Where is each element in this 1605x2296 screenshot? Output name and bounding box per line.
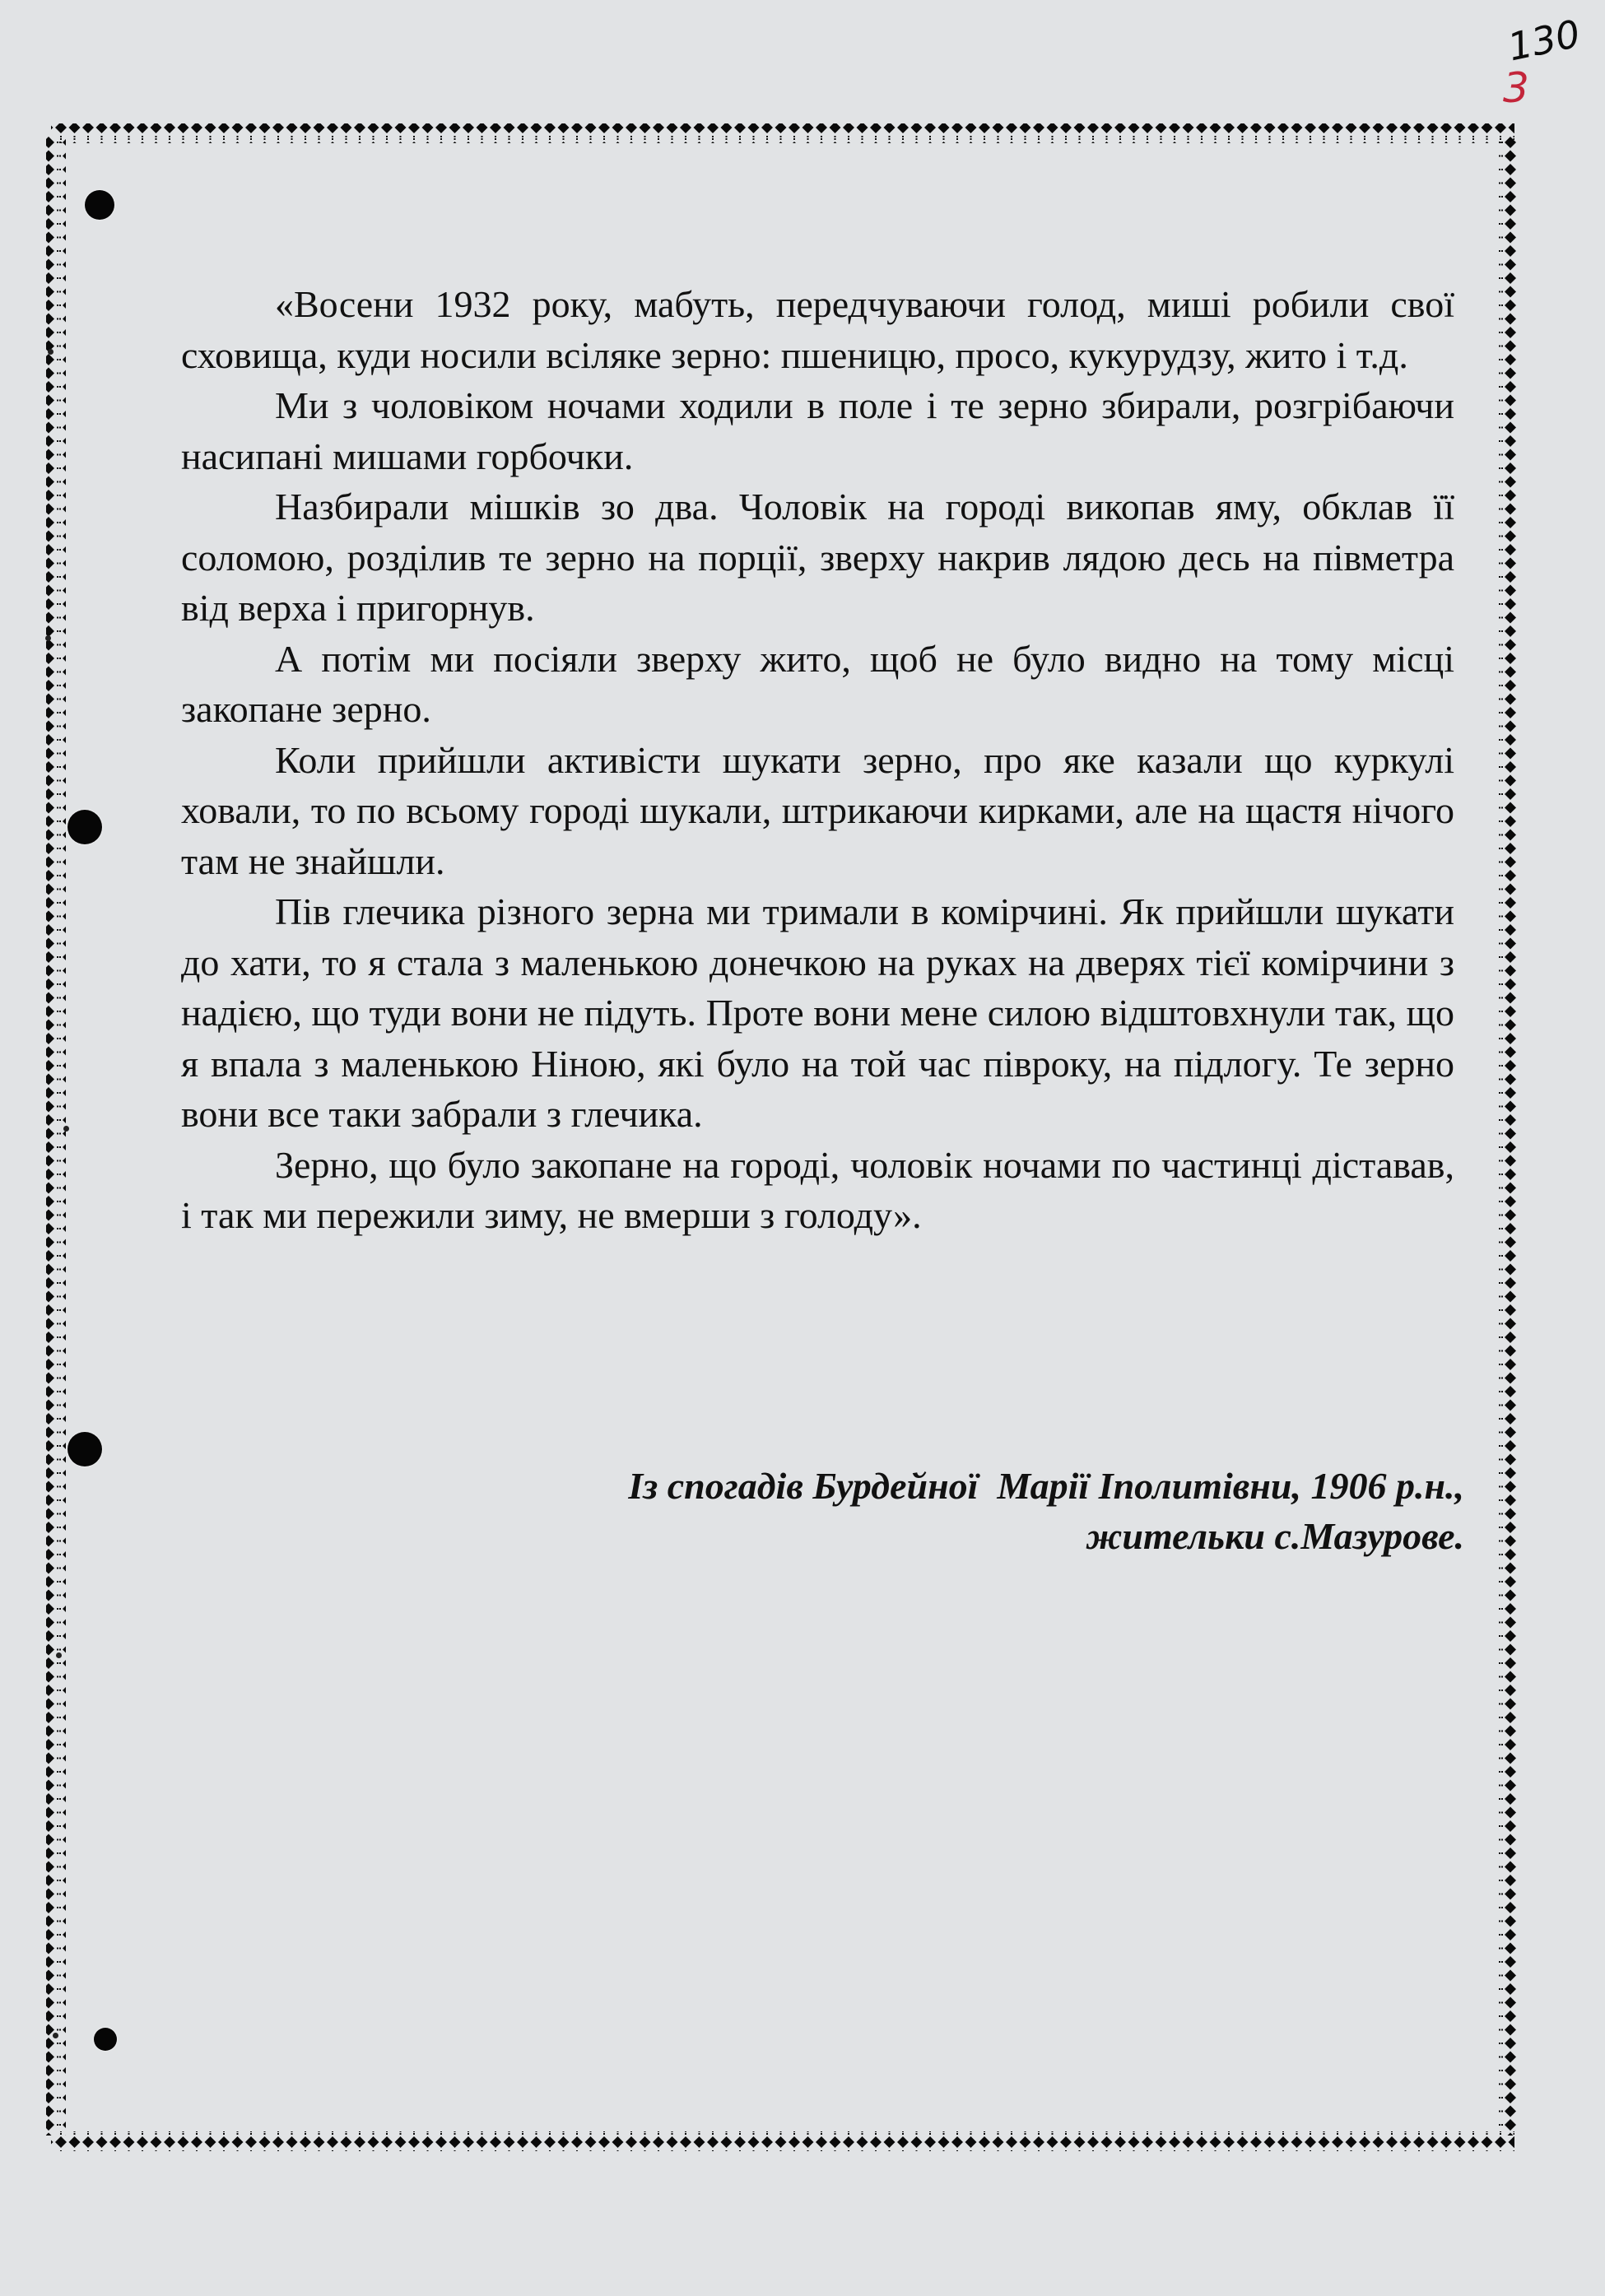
scan-speck — [53, 2033, 58, 2038]
paragraph: Зерно, що було закопане на городі, чоловік ночами по частинці діставав, і так ми пережили зиму, не вмерши з голоду». — [181, 1143, 1454, 1236]
scan-speck — [48, 349, 54, 355]
paragraph: Коли прийшли активісти шукати зерно, про яке казали що куркулі ховали, то по всьому городі шукали, штрикаючи кирками, але на щастя нічого там не знайшли. — [181, 738, 1454, 882]
punch-hole — [67, 1432, 102, 1466]
punch-hole — [85, 190, 114, 220]
memoir-text — [181, 279, 1454, 1241]
paragraph: А потім ми посіяли зверху жито, щоб не було видно на тому місці закопане зерно. — [181, 637, 1454, 730]
handwritten-sheet-number: 3 — [1503, 64, 1529, 112]
punch-hole — [67, 810, 102, 844]
paragraph: Назбирали мішків зо два. Чоловік на городі викопав яму, обклав її соломою, розділив те зерно на порції, зверху накрив лядою десь на півметра від верха і пригорнув. — [181, 486, 1454, 629]
attribution-line: жительки с.Мазурове. — [1086, 1515, 1464, 1557]
scan-speck — [56, 1652, 62, 1658]
scan-speck — [45, 635, 51, 641]
attribution — [394, 1461, 1464, 1561]
attribution-line: Із спогадів Бурдейної Марії Іполитівни, 1906 р.н., — [628, 1465, 1464, 1507]
paragraph: «Восени 1932 року, мабуть, передчуваючи голод, миші робили свої сховища, куди носили всіляке зерно: пшеницю, просо, кукурудзу, жито і т.д. — [181, 283, 1454, 376]
punch-hole — [94, 2028, 117, 2051]
handwritten-folio-number: 130 — [1504, 11, 1584, 70]
paragraph: Ми з чоловіком ночами ходили в поле і те зерно збирали, розгрібаючи насипані мишами горбочки. — [181, 384, 1454, 477]
paragraph: Пів глечика різного зерна ми тримали в комірчині. Як прийшли шукати до хати, то я стала з маленькою донечкою на руках на дверях тієї комірчини з надією, що туди вони не підуть. Проте вони мене силою відштовхнули так, що я впала з маленькою Ніною, які було на той час півроку, на підлогу. Те зерно вони все таки забрали з глечика. — [181, 890, 1454, 1135]
scan-speck — [63, 1126, 69, 1132]
